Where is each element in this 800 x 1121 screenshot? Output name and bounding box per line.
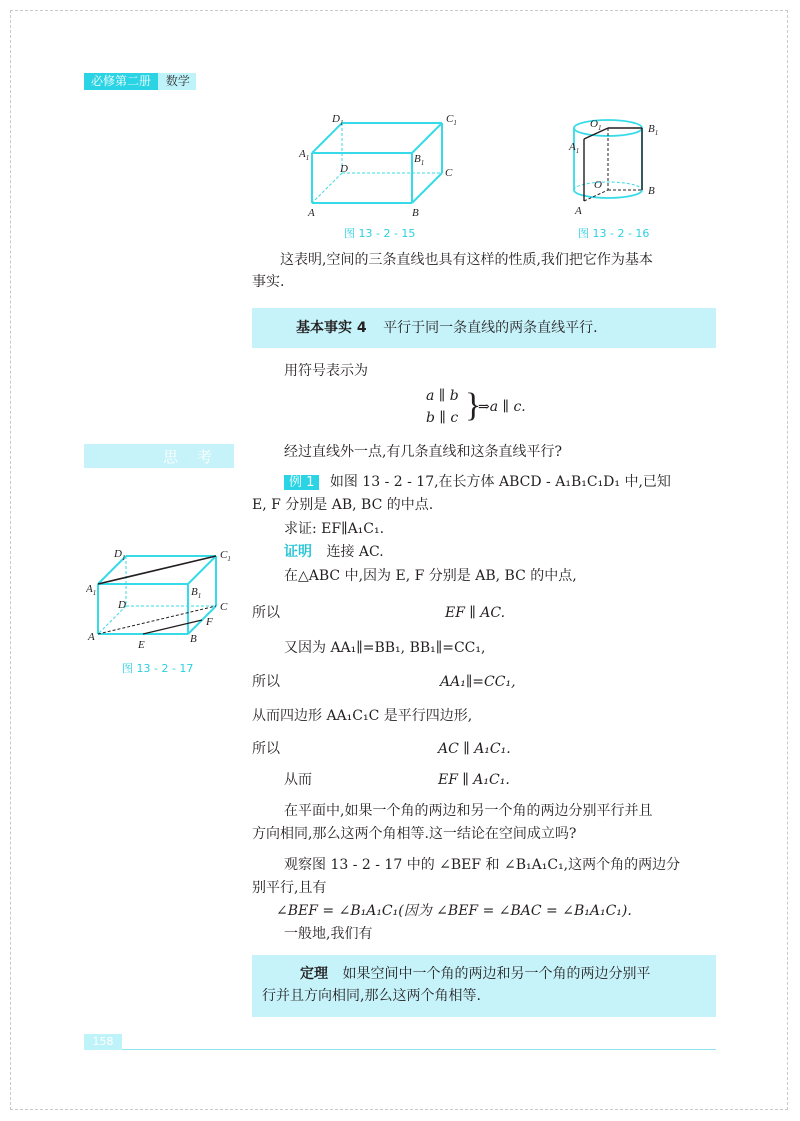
think-label-box bbox=[84, 444, 234, 468]
symbol-line-a: a ∥ b bbox=[426, 388, 459, 404]
think-question: 经过直线外一点,有几条直线和这条直线平行? bbox=[284, 444, 562, 460]
header-subject: 数学 bbox=[165, 74, 190, 88]
label-A1: $A_1$ bbox=[299, 148, 310, 162]
label-cyl-B1: $B_1$ bbox=[648, 123, 659, 137]
intro-paragraph bbox=[252, 249, 722, 293]
so2-expr: AA₁∥=CC₁, bbox=[440, 674, 516, 690]
so2-word: 所以 bbox=[252, 674, 280, 690]
discussion-p1-line1: 在平面中,如果一个角的两边和另一个角的两边分别平行并且 bbox=[284, 803, 653, 819]
label-A: A bbox=[308, 207, 315, 218]
discussion-p3: 一般地,我们有 bbox=[284, 926, 373, 942]
example-prove: 求证: EF∥A₁C₁. bbox=[284, 521, 385, 537]
label-C: C bbox=[445, 167, 453, 179]
theorem-line-1-wrap bbox=[262, 963, 706, 985]
figure-caption-17: 图 13 - 2 - 17 bbox=[122, 662, 194, 675]
label-D: D bbox=[340, 163, 348, 175]
discussion-p1-line2: 方向相同,那么这两个角相等.这一结论在空间成立吗? bbox=[252, 826, 577, 842]
so1-expr: EF ∥ AC. bbox=[445, 605, 506, 621]
proof-start-line bbox=[284, 541, 384, 563]
label17-C: C bbox=[220, 601, 228, 613]
example-statement-1: 如图 13 - 2 - 17,在长方体 ABCD - A₁B₁C₁D₁ 中,已知 bbox=[329, 474, 671, 490]
intro-line-2: 事实. bbox=[252, 274, 285, 290]
label17-A1: $A_1$ bbox=[86, 583, 97, 597]
label17-D: D bbox=[118, 599, 126, 611]
label17-B: B bbox=[190, 633, 197, 645]
theorem-box bbox=[252, 955, 716, 1017]
label17-A: A bbox=[88, 631, 95, 643]
discussion-p2-line1: 观察图 13 - 2 - 17 中的 ∠BEF 和 ∠B₁A₁C₁,这两个角的两边分 bbox=[284, 857, 681, 873]
example-line-1 bbox=[284, 471, 671, 494]
so3-word: 所以 bbox=[252, 741, 280, 757]
theorem-line-1: 如果空间中一个角的两边和另一个角的两边分别平 bbox=[342, 966, 651, 982]
figure-caption-15: 图 13 - 2 - 15 bbox=[344, 227, 416, 240]
symbol-intro: 用符号表示为 bbox=[284, 363, 368, 379]
symbol-brace: } bbox=[465, 387, 482, 424]
running-header bbox=[84, 73, 196, 90]
basic-fact-box bbox=[252, 308, 716, 348]
basic-fact-text: 平行于同一条直线的两条直线平行. bbox=[383, 320, 598, 336]
label17-B1: $B_1$ bbox=[191, 586, 202, 600]
label-O1: $O_1$ bbox=[590, 118, 602, 132]
label-cyl-A: A bbox=[575, 205, 582, 217]
example-tag: 例 1 bbox=[284, 475, 319, 490]
label-C1: $C_1$ bbox=[446, 113, 457, 127]
label-cyl-B: B bbox=[648, 185, 655, 197]
intro-line-1: 这表明,空间的三条直线也具有这样的性质,我们把它作为基本 bbox=[280, 252, 653, 268]
proof-start: 连接 AC. bbox=[326, 544, 384, 560]
label-B1: $B_1$ bbox=[414, 153, 425, 167]
page-number: 158 bbox=[92, 1035, 114, 1048]
proof-step-1: 在△ABC 中,因为 E, F 分别是 AB, BC 的中点, bbox=[284, 568, 577, 584]
footer-rule bbox=[122, 1049, 716, 1050]
label-D1: $D_1$ bbox=[332, 113, 344, 127]
figure-cylinder-16 bbox=[566, 112, 666, 217]
symbol-conclusion: ⇒a ∥ c. bbox=[478, 399, 526, 415]
label-cyl-A1: $A_1$ bbox=[569, 141, 580, 155]
basic-fact-label: 基本事实 4 bbox=[296, 320, 367, 336]
figure-caption-16: 图 13 - 2 - 16 bbox=[578, 227, 650, 240]
discussion-p2-line2: 别平行,且有 bbox=[252, 880, 327, 896]
theorem-line-2: 行并且方向相同,那么这两个角相等. bbox=[262, 988, 481, 1004]
label17-C1: $C_1$ bbox=[220, 549, 231, 563]
label17-F: F bbox=[206, 616, 213, 628]
proof-label: 证明 bbox=[284, 544, 312, 560]
theorem-label: 定理 bbox=[300, 966, 328, 982]
so3-expr: AC ∥ A₁C₁. bbox=[438, 741, 511, 757]
proof-quad: 从而四边形 AA₁C₁C 是平行四边形, bbox=[252, 708, 473, 724]
example-statement-2: E, F 分别是 AB, BC 的中点. bbox=[252, 497, 434, 513]
figure-cuboid-15 bbox=[298, 110, 468, 218]
label-O: O bbox=[594, 179, 602, 191]
figure-cuboid-17 bbox=[86, 546, 236, 651]
label17-E: E bbox=[138, 639, 145, 651]
thus-word: 从而 bbox=[284, 772, 312, 788]
think-label: 思 考 bbox=[162, 448, 214, 466]
thus-expr: EF ∥ A₁C₁. bbox=[438, 772, 510, 788]
header-book-tag: 必修第二册 bbox=[84, 73, 158, 90]
symbol-line-b: b ∥ c bbox=[426, 410, 459, 426]
discussion-p2-line3: ∠BEF = ∠B₁A₁C₁(因为 ∠BEF = ∠BAC = ∠B₁A₁C₁). bbox=[276, 903, 632, 919]
label-B: B bbox=[412, 207, 419, 218]
label17-D1: $D_1$ bbox=[114, 548, 126, 562]
proof-also: 又因为 AA₁∥=BB₁, BB₁∥=CC₁, bbox=[284, 640, 486, 656]
so1-word: 所以 bbox=[252, 605, 280, 621]
page-number-tag bbox=[84, 1034, 122, 1050]
